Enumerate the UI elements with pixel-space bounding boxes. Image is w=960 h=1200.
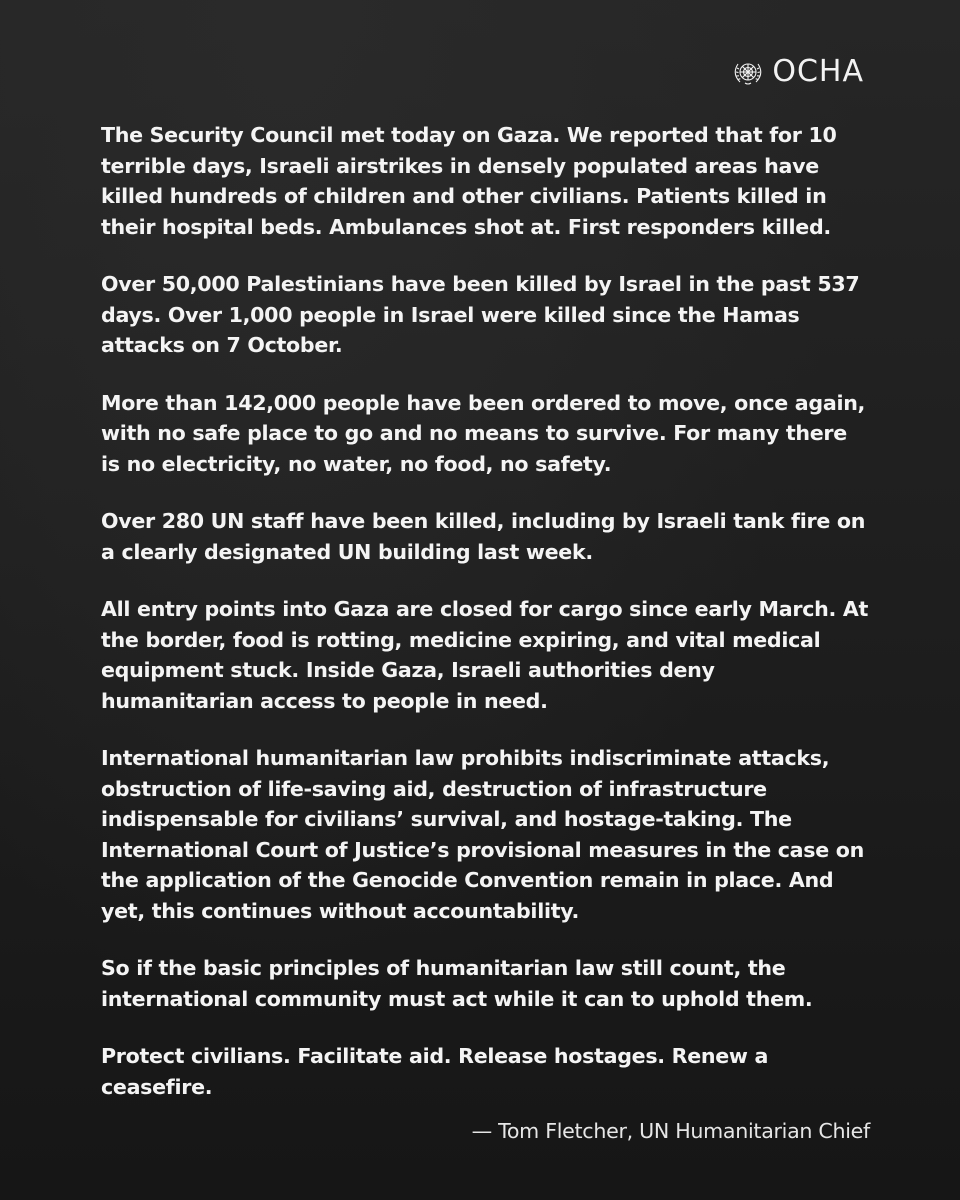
logo-text: OCHA <box>772 54 864 89</box>
paragraph-7: So if the basic principles of humanitarian law still count, the international community must act while it can to uphold them. <box>101 956 813 1011</box>
attribution: — Tom Fletcher, UN Humanitarian Chief <box>471 1119 870 1143</box>
statement-body <box>101 120 871 1129</box>
paragraph-1: The Security Council met today on Gaza. We reported that for 10 terrible days, Israeli airstrikes in densely populated areas have killed hundreds of children and other civilians. Patients killed in their hospital beds. Ambulances shot at. First responders killed. <box>101 123 837 239</box>
un-emblem-icon <box>732 56 764 88</box>
paragraph-5: All entry points into Gaza are closed for cargo since early March. At the border, food is rotting, medicine expiring, and vital medical equipment stuck. Inside Gaza, Israeli authorities deny humanitarian access to people in need. <box>101 597 869 713</box>
paragraph-3: More than 142,000 people have been ordered to move, once again, with no safe place to go and no means to survive. For many there is no electricity, no water, no food, no safety. <box>101 390 866 476</box>
paragraph-4: Over 280 UN staff have been killed, including by Israeli tank fire on a clearly designated UN building last week. <box>101 509 866 564</box>
paragraph-2: Over 50,000 Palestinians have been killed by Israel in the past 537 days. Over 1,000 people in Israel were killed since the Hamas attacks on 7 October. <box>101 272 860 357</box>
paragraph-6: International humanitarian law prohibits indiscriminate attacks, obstruction of life-saving aid, destruction of infrastructure indispensable for civilians’ survival, and hostage-taking. The International Court of Justice’s provisional measures in the case on the application of the Genocide Convention remain in place. And yet, this continues without accountability. <box>101 746 864 923</box>
paragraph-8: Protect civilians. Facilitate aid. Release hostages. Renew a ceasefire. <box>101 1044 769 1099</box>
ocha-logo <box>732 56 864 88</box>
